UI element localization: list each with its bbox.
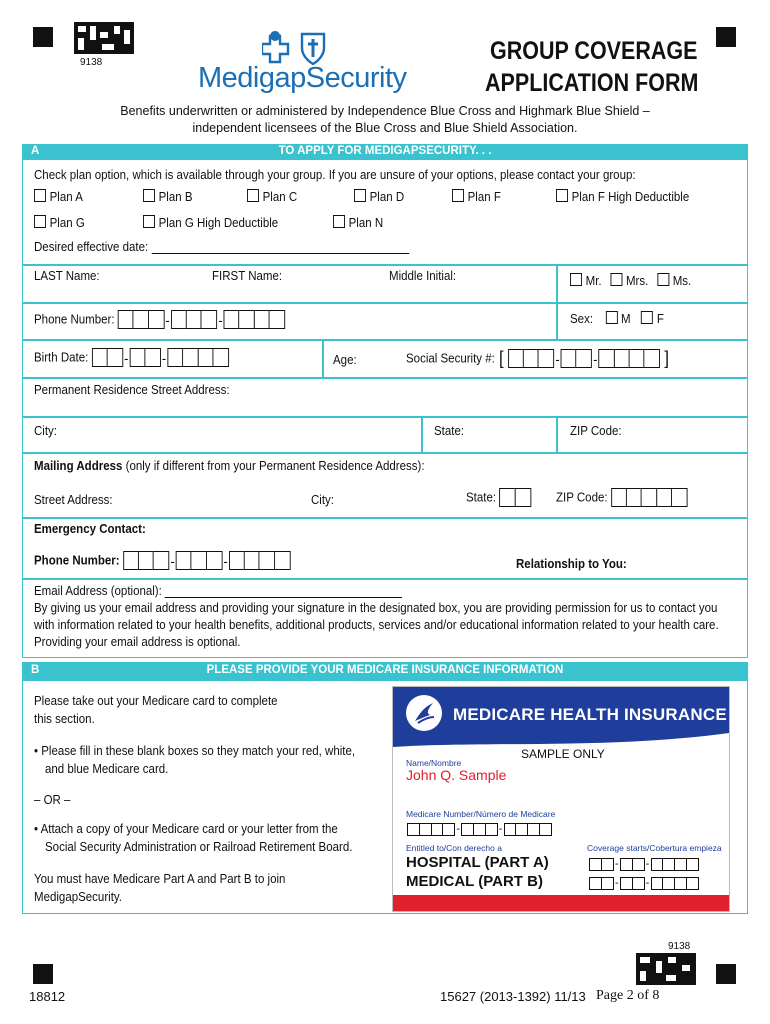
ssn-label: Social Security #:	[406, 351, 495, 366]
plan-g-option[interactable]	[34, 215, 85, 230]
plan-d-checkbox[interactable]	[354, 189, 366, 202]
card-entitled-label: Entitled to/Con derecho a	[406, 843, 502, 853]
plan-a-checkbox[interactable]	[34, 189, 46, 202]
plan-n-label: Plan N	[348, 216, 384, 230]
bullet1-line2: and blue Medicare card.	[45, 762, 169, 776]
card-name-value: John Q. Sample	[406, 767, 507, 783]
effective-date-label: Desired effective date:	[34, 240, 149, 254]
title-options	[570, 273, 691, 288]
card-part-b: MEDICAL (PART B)	[406, 873, 543, 890]
mrs-label: Mrs.	[625, 274, 649, 288]
divider	[556, 416, 558, 452]
divider	[556, 264, 558, 339]
sex-f-checkbox[interactable]	[641, 311, 653, 324]
mrs-checkbox[interactable]	[610, 273, 622, 286]
middle-initial-label: Middle Initial:	[389, 269, 457, 283]
divider	[22, 452, 748, 454]
page-number: Page 2 of 8	[596, 988, 660, 1003]
city-label: City:	[34, 424, 57, 438]
state-label: State:	[434, 424, 465, 438]
first-name-label: FIRST Name:	[212, 269, 283, 283]
medicare-card	[392, 686, 730, 912]
bullet2-line1: • Attach a copy of your Medicare card or your letter from the	[34, 822, 338, 836]
emergency-area-boxes[interactable]	[123, 551, 170, 570]
mail-state-label: State:	[466, 490, 497, 505]
plan-a-option[interactable]	[34, 189, 83, 204]
ssn-area-boxes[interactable]	[508, 349, 555, 368]
last-name-label: LAST Name:	[34, 269, 100, 283]
form-title-line2: APPLICATION FORM	[485, 69, 699, 97]
effective-date-field[interactable]	[151, 241, 409, 254]
email-label: Email Address (optional):	[34, 584, 162, 598]
email-notice-1: By giving us your email address and providing your signature in the designated box, you are providing permission for us to contact you	[34, 601, 718, 615]
medicare-number-boxes[interactable]: - -	[407, 821, 552, 836]
ssn-group-boxes[interactable]	[561, 349, 593, 368]
mail-city-label: City:	[311, 493, 334, 507]
subtitle-line2: independent licensees of the Blue Cross and Blue Shield Association.	[192, 121, 578, 135]
plan-instructions: Check plan option, which is available through your group. If you are unsure of your options, please contact your group:	[34, 168, 636, 182]
plan-f-option[interactable]	[452, 189, 501, 204]
card-sample-label: SAMPLE ONLY	[521, 747, 605, 761]
sex-m-checkbox[interactable]	[605, 311, 617, 324]
zip-label: ZIP Code:	[570, 424, 622, 438]
sex-label: Sex:	[570, 312, 594, 326]
plan-g-hd-label: Plan G High Deductible	[158, 216, 279, 230]
bullet1-line1: • Please fill in these blank boxes so they match your red, white,	[34, 744, 356, 758]
form-number: 15627 (2013-1392) 11/13	[440, 989, 586, 1004]
registration-mark-bottom-right	[716, 964, 736, 984]
card-header	[393, 687, 729, 745]
form-code-top: 9138	[80, 57, 103, 68]
brand-name: MedigapSecurity	[198, 62, 407, 94]
plan-f-label: Plan F	[467, 190, 501, 204]
phone-label: Phone Number:	[34, 312, 115, 327]
email-notice-3: Providing your email address is optional.	[34, 635, 241, 649]
email-notice-2: with information related to your health benefits, additional products, services and/or educational information related to your health care.	[34, 618, 719, 632]
plan-b-checkbox[interactable]	[143, 189, 155, 202]
birth-day-boxes[interactable]	[129, 348, 161, 367]
card-title: MEDICARE HEALTH INSURANCE	[453, 705, 727, 724]
sex-f-label: F	[656, 312, 664, 326]
form-code-bottom: 9138	[668, 941, 691, 952]
plan-a-label: Plan A	[49, 190, 83, 204]
birth-date-row: Birth Date: - -	[34, 348, 229, 367]
phone-row: Phone Number: - -	[34, 310, 285, 329]
section-b-letter: B	[31, 664, 40, 676]
mail-state-row	[466, 488, 531, 507]
part-a-date-boxes[interactable]: - -	[589, 856, 699, 871]
divider	[22, 264, 748, 266]
plan-n-option[interactable]	[333, 215, 383, 230]
plan-f-hd-option[interactable]	[556, 189, 689, 204]
card-red-stripe	[393, 895, 729, 911]
mail-zip-row	[556, 488, 688, 507]
card-name-label: Name/Nombre	[406, 758, 462, 768]
barcode-icon	[74, 22, 134, 54]
plan-n-checkbox[interactable]	[333, 215, 345, 228]
registration-mark-top-right	[716, 27, 736, 47]
emergency-prefix-boxes[interactable]	[176, 551, 223, 570]
email-row	[34, 584, 402, 598]
residence-label: Permanent Residence Street Address:	[34, 383, 230, 397]
ms-checkbox[interactable]	[657, 273, 669, 286]
section-b-title: PLEASE PROVIDE YOUR MEDICARE INSURANCE INFORMATION	[206, 664, 564, 676]
plan-d-label: Plan D	[369, 190, 405, 204]
part-b-date-boxes[interactable]: - -	[589, 875, 699, 890]
section-a-letter: A	[31, 145, 40, 157]
mr-label: Mr.	[585, 274, 602, 288]
divider	[322, 339, 324, 377]
birth-year-boxes[interactable]	[167, 348, 229, 367]
section-a-frame	[22, 158, 748, 658]
sex-m-label: M	[621, 312, 631, 326]
section-b-header	[22, 662, 748, 681]
card-number-label: Medicare Number/Número de Medicare	[406, 809, 556, 819]
birth-date-label: Birth Date:	[34, 350, 89, 365]
phone-prefix-boxes[interactable]	[171, 310, 218, 329]
hhs-eagle-icon	[406, 695, 442, 731]
email-field[interactable]	[165, 585, 402, 598]
mail-zip-label: ZIP Code:	[556, 490, 608, 505]
divider	[421, 416, 423, 452]
plan-b-option[interactable]	[143, 189, 193, 204]
emergency-line-boxes[interactable]	[229, 551, 291, 570]
age-label: Age:	[333, 353, 357, 367]
registration-mark-top-left	[33, 27, 53, 47]
plan-g-hd-option[interactable]	[143, 215, 278, 230]
plan-f-hd-checkbox[interactable]	[556, 189, 568, 202]
must-have-line1: You must have Medicare Part A and Part B to join	[34, 872, 286, 886]
document-code: 18812	[29, 989, 66, 1004]
phone-area-boxes[interactable]	[118, 310, 165, 329]
mail-state-boxes[interactable]	[499, 488, 531, 507]
card-part-a: HOSPITAL (PART A)	[406, 854, 549, 871]
plan-d-option[interactable]	[354, 189, 404, 204]
section-b-intro-2: this section.	[34, 712, 95, 726]
divider	[22, 578, 748, 580]
plan-c-option[interactable]	[247, 189, 297, 204]
emergency-contact-label: Emergency Contact:	[34, 522, 146, 536]
ssn-serial-boxes[interactable]	[598, 349, 660, 368]
mailing-bold-label: Mailing Address	[34, 459, 123, 473]
barcode-bottom-icon	[636, 953, 696, 985]
card-coverage-label: Coverage starts/Cobertura empieza	[587, 843, 722, 853]
must-have-line2: MedigapSecurity.	[34, 890, 123, 904]
or-text: – OR –	[34, 793, 71, 807]
mailing-heading	[34, 459, 425, 473]
plan-g-checkbox[interactable]	[34, 215, 46, 228]
bullet2-line2: Social Security Administration or Railroad Retirement Board.	[45, 840, 353, 854]
plan-c-label: Plan C	[262, 190, 298, 204]
section-b-intro-1: Please take out your Medicare card to complete	[34, 694, 278, 708]
divider	[22, 377, 748, 379]
phone-line-boxes[interactable]	[224, 310, 286, 329]
sex-row	[570, 311, 664, 326]
emergency-phone-row: Phone Number: - -	[34, 551, 290, 570]
mr-checkbox[interactable]	[570, 273, 582, 286]
section-a-title: TO APPLY FOR MEDIGAPSECURITY. . .	[278, 145, 492, 157]
street-label: Street Address:	[34, 493, 113, 507]
plan-g-hd-checkbox[interactable]	[143, 215, 155, 228]
birth-month-boxes[interactable]	[92, 348, 124, 367]
emergency-phone-label: Phone Number:	[34, 553, 120, 568]
divider	[22, 517, 748, 519]
plan-c-checkbox[interactable]	[247, 189, 259, 202]
ssn-row: Social Security #: [ - - ]	[406, 348, 669, 368]
plan-f-hd-label: Plan F High Deductible	[571, 190, 690, 204]
plan-g-label: Plan G	[49, 216, 85, 230]
ms-label: Ms.	[672, 274, 692, 288]
divider	[22, 416, 748, 418]
mailing-note: (only if different from your Permanent Residence Address):	[125, 459, 425, 473]
divider	[22, 302, 748, 304]
plan-f-checkbox[interactable]	[452, 189, 464, 202]
divider	[22, 339, 748, 341]
relationship-label: Relationship to You:	[516, 557, 627, 571]
registration-mark-bottom-left	[33, 964, 53, 984]
plan-b-label: Plan B	[158, 190, 193, 204]
effective-date-row	[34, 240, 409, 254]
subtitle-line1: Benefits underwritten or administered by Independence Blue Cross and Highmark Blue Shield –	[120, 104, 650, 118]
form-title-line1: GROUP COVERAGE	[490, 37, 698, 65]
mail-zip-boxes[interactable]	[611, 488, 688, 507]
